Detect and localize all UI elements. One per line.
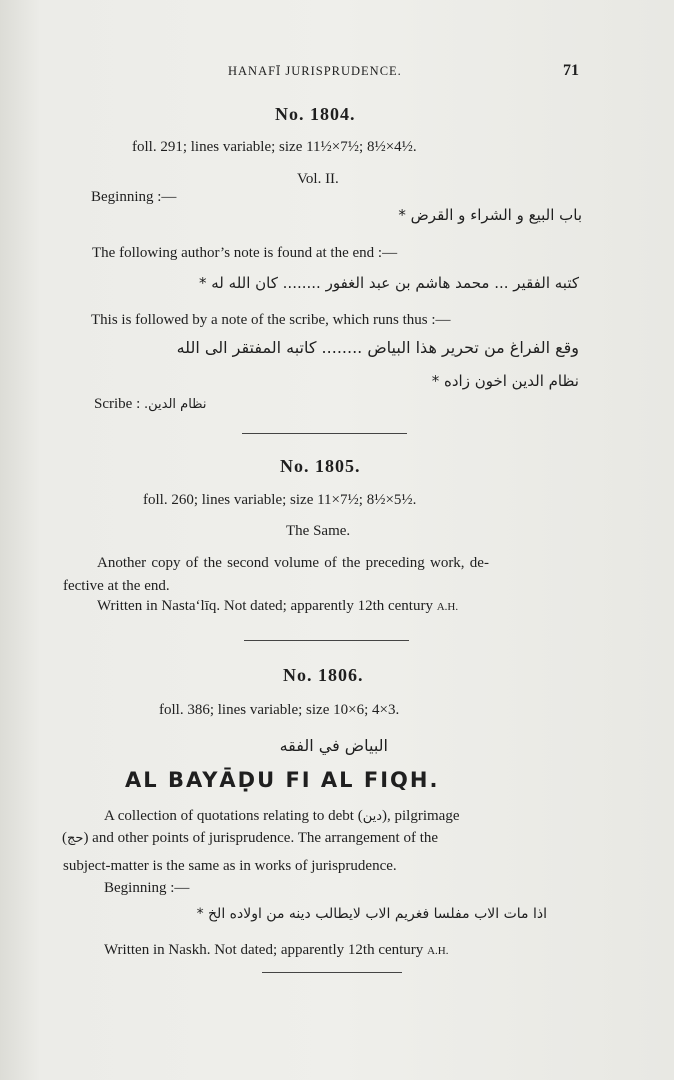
- entry-1804-volume: Vol. II.: [297, 171, 339, 187]
- divider-1: [242, 433, 407, 434]
- entry-1804-scribe-line: [94, 396, 206, 413]
- entry-1805-number: No. 1805.: [280, 456, 361, 476]
- entry-1804-number: No. 1804.: [275, 104, 356, 124]
- divider-3: [262, 972, 402, 973]
- entry-1806-title-arabic: البياض في الفقه: [279, 736, 388, 755]
- entry-1805-same: The Same.: [286, 523, 351, 539]
- entry-1806-para-line-1: [104, 808, 460, 825]
- entry-1805-description: foll. 260; lines variable; size 11×7½; 8½×5½.: [143, 492, 417, 508]
- divider-2: [244, 640, 409, 641]
- entry-1804-scribe-note-arabic-1: وقع الفراغ من تحرير هذا البياض ........ كاتبه المفتقر الى الله: [176, 338, 579, 357]
- entry-1806-written: [104, 942, 448, 959]
- entry-1804-scribe-note-arabic-2: نظام الدين اخون زاده *: [431, 372, 579, 390]
- scribe-label: Scribe :: [94, 396, 141, 412]
- entry-1806-era: A.H.: [427, 945, 449, 957]
- entry-1804-beginning-label: Beginning :—: [91, 189, 177, 205]
- entry-1804-beginning-arabic: باب البيع و الشراء و القرض *: [398, 206, 582, 224]
- pilgrimage-arabic: حج: [67, 831, 84, 846]
- entry-1806-para-line-2: [62, 830, 438, 847]
- entry-1806-beginning-arabic: اذا مات الاب مفلسا فغريم الاب لايطالب دينه من اولاده الخ *: [196, 906, 547, 922]
- scribe-name-arabic: نظام الدين.: [144, 397, 207, 412]
- entry-1804-author-note-arabic: كتبه الفقير ... محمد هاشم بن عبد الغفور ........ كان الله له *: [199, 274, 579, 292]
- page-number: 71: [563, 62, 579, 79]
- entry-1805-written-text: Written in Nasta‘līq. Not dated; apparently 12th century: [97, 598, 433, 614]
- running-title: HANAFĪ JURISPRUDENCE.: [228, 64, 402, 78]
- para-2-text-a: (: [62, 830, 67, 846]
- entry-1806-beginning-label: Beginning :—: [104, 880, 190, 896]
- para-1-text-a: A collection of quotations relating to debt (: [104, 808, 363, 824]
- entry-1804-author-note-intro: The following author’s note is found at the end :—: [92, 245, 398, 261]
- entry-1805-para-line-1: Another copy of the second volume of the preceding work, de-: [97, 555, 489, 571]
- entry-1804-scribe-note-intro: This is followed by a note of the scribe, which runs thus :—: [91, 312, 451, 328]
- entry-1806-title-latin: AL BAYĀḌU FI AL FIQH.: [125, 768, 440, 792]
- entry-1806-number: No. 1806.: [283, 665, 364, 685]
- para-1-text-b: ), pilgrimage: [382, 808, 460, 824]
- entry-1805-para-line-2: fective at the end.: [63, 578, 170, 594]
- debt-arabic: دين: [362, 809, 383, 824]
- entry-1805-written: [97, 598, 458, 615]
- entry-1806-description: foll. 386; lines variable; size 10×6; 4×3.: [159, 702, 400, 718]
- entry-1806-para-line-3: subject-matter is the same as in works of jurisprudence.: [63, 858, 397, 874]
- entry-1804-description: foll. 291; lines variable; size 11½×7½; 8½×4½.: [132, 139, 417, 155]
- entry-1806-written-text: Written in Naskh. Not dated; apparently 12th century: [104, 942, 424, 958]
- para-2-text-b: ) and other points of jurisprudence. The arrangement of the: [83, 830, 439, 846]
- entry-1805-era: A.H.: [436, 601, 459, 613]
